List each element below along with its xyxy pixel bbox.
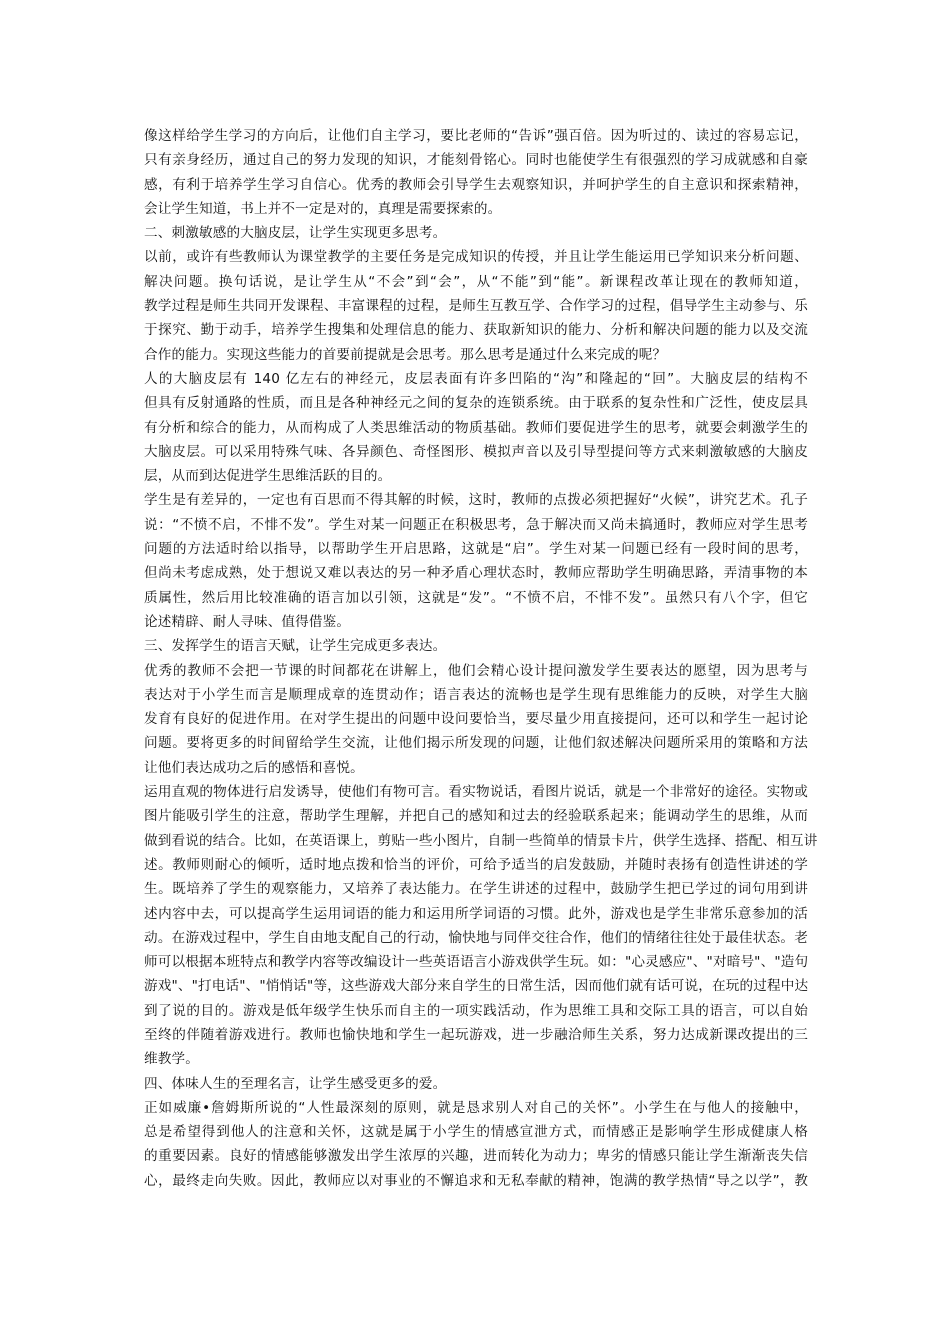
text-line: 到了说的目的。游戏是低年级学生快乐而自主的一项实践活动，作为思维工具和交际工具的语言，可以自始 bbox=[144, 1002, 808, 1019]
text-line: 维教学。 bbox=[144, 1051, 199, 1068]
text-line: 做到看说的结合。比如，在英语课上，剪贴一些小图片，自制一些简单的情景卡片，供学生选择、搭配、相互讲 bbox=[144, 832, 818, 849]
text-line: 感，有利于培养学生学习自信心。优秀的教师会引导学生去观察知识，并呵护学生的自主意识和探索精神， bbox=[144, 176, 808, 193]
text-line: 只有亲身经历，通过自己的努力发现的知识，才能刻骨铭心。同时也能使学生有很强烈的学习成就感和自豪 bbox=[144, 152, 808, 169]
text-line: 有分析和综合的能力，从而构成了人类思维活动的物质基础。教师们要促进学生的思考，就要会刺激学生的 bbox=[144, 419, 808, 436]
text-line: 述。教师则耐心的倾听，适时地点拨和恰当的评价，可给予适当的启发鼓励，并随时表扬有创造性讲述的学 bbox=[144, 856, 808, 873]
text-line: 心，最终走向失败。因此，教师应以对事业的不懈追求和无私奉献的精神，饱满的教学热情“导之以学”，教 bbox=[144, 1172, 808, 1189]
text-line: 运用直观的物体进行启发诱导，使他们有物可言。看实物说话，看图片说话，就是一个非常好的途径。实物或 bbox=[144, 784, 808, 801]
text-line: 学生是有差异的，一定也有百思而不得其解的时候，这时，教师的点拨必须把握好“火候”，讲究艺术。孔子 bbox=[144, 492, 808, 509]
text-line: 层，从而到达促进学生思维活跃的目的。 bbox=[144, 468, 392, 485]
text-line: 发育有良好的促进作用。在对学生提出的问题中设问要恰当，要尽量少用直接提问，还可以和学生一起讨论 bbox=[144, 711, 808, 728]
text-line: 表达对于小学生而言是顺理成章的连贯动作；语言表达的流畅也是学生现有思维能力的反映，对学生大脑 bbox=[144, 686, 808, 703]
text-line: 三、发挥学生的语言天赋，让学生完成更多表达。 bbox=[144, 638, 447, 655]
text-line: 述内容中去，可以提高学生运用词语的能力和运用所学词语的习惯。此外，游戏也是学生非常乐意参加的活 bbox=[144, 905, 808, 922]
text-line: 至终的伴随着游戏进行。教师也愉快地和学生一起玩游戏，进一步融洽师生关系，努力达成新课改提出的三 bbox=[144, 1026, 808, 1043]
text-line: 人的大脑皮层有 140 亿左右的神经元，皮层表面有许多凹陷的“沟”和隆起的“回”。大脑皮层的结构不 bbox=[144, 370, 808, 387]
text-line: 动。在游戏过程中，学生自由地支配自己的行动，愉快地与同伴交往合作，他们的情绪往往处于最佳状态。老 bbox=[144, 929, 808, 946]
text-line: 的重要因素。良好的情感能够激发出学生浓厚的兴趣，进而转化为动力；卑劣的情感只能让学生渐渐丧失信 bbox=[144, 1148, 808, 1165]
text-line: 二、刺激敏感的大脑皮层，让学生实现更多思考。 bbox=[144, 225, 447, 242]
document-body bbox=[144, 124, 818, 1193]
text-line: 总是希望得到他人的注意和关怀，这就是属于小学生的情感宣泄方式，而情感正是影响学生形成健康人格 bbox=[144, 1124, 808, 1141]
text-line: 四、体味人生的至理名言，让学生感受更多的爱。 bbox=[144, 1075, 447, 1092]
text-line: 于探究、勤于动手，培养学生搜集和处理信息的能力、获取新知识的能力、分析和解决问题的能力以及交流 bbox=[144, 322, 808, 339]
text-line: 师可以根据本班特点和教学内容等改编设计一些英语语言小游戏供学生玩。如："心灵感应"、"对暗号"、"造句 bbox=[144, 954, 809, 971]
text-line: 但具有反射通路的性质，而且是各种神经元之间的复杂的连锁系统。由于联系的复杂性和广泛性，使皮层具 bbox=[144, 395, 808, 412]
text-line: 质属性，然后用比较准确的语言加以引领，这就是“发”。“不愤不启，不悱不发”。虽然只有八个字，但它 bbox=[144, 589, 808, 606]
text-line: 优秀的教师不会把一节课的时间都花在讲解上，他们会精心设计提问激发学生要表达的愿望，因为思考与 bbox=[144, 662, 808, 679]
text-line: 教学过程是师生共同开发课程、丰富课程的过程，是师生互教互学、合作学习的过程，倡导学生主动参与、乐 bbox=[144, 298, 808, 315]
text-line: 图片能吸引学生的注意，帮助学生理解，并把自己的感知和过去的经验联系起来；能调动学生的思维，从而 bbox=[144, 808, 808, 825]
text-line: 生。既培养了学生的观察能力，又培养了表达能力。在学生讲述的过程中，鼓励学生把已学过的词句用到讲 bbox=[144, 881, 808, 898]
text-line: 问题的方法适时给以指导，以帮助学生开启思路，这就是“启”。学生对某一问题已经有一段时间的思考， bbox=[144, 541, 808, 558]
text-line: 大脑皮层。可以采用特殊气味、各异颜色、奇怪图形、模拟声音以及引导型提问等方式来刺激敏感的大脑皮 bbox=[144, 443, 808, 460]
text-line: 但尚未考虑成熟，处于想说又难以表达的另一种矛盾心理状态时，教师应帮助学生明确思路，弄清事物的本 bbox=[144, 565, 808, 582]
text-line: 解决问题。换句话说，是让学生从“不会”到“会”，从“不能”到“能”。新课程改革让现在的教师知道， bbox=[144, 273, 808, 290]
text-line: 说：“不愤不启，不悱不发”。学生对某一问题正在积极思考，急于解决而又尚未搞通时，教师应对学生思考 bbox=[144, 516, 808, 533]
text-line: 论述精辟、耐人寻味、值得借鉴。 bbox=[144, 613, 351, 630]
text-line: 以前，或许有些教师认为课堂教学的主要任务是完成知识的传授，并且让学生能运用已学知识来分析问题、 bbox=[144, 249, 808, 266]
text-line: 问题。要将更多的时间留给学生交流，让他们揭示所发现的问题，让他们叙述解决问题所采用的策略和方法 bbox=[144, 735, 808, 752]
text-line: 让他们表达成功之后的感悟和喜悦。 bbox=[144, 759, 364, 776]
text-line: 游戏"、"打电话"、"悄悄话"等，这些游戏大部分来自学生的日常生活，因而他们就有话可说，在玩的过程中达 bbox=[144, 978, 809, 995]
text-line: 合作的能力。实现这些能力的首要前提就是会思考。那么思考是通过什么来完成的呢？ bbox=[144, 346, 667, 363]
text-line: 像这样给学生学习的方向后，让他们自主学习，要比老师的“告诉”强百倍。因为听过的、读过的容易忘记， bbox=[144, 128, 808, 144]
text-line: 正如威廉•詹姆斯所说的“人性最深刻的原则，就是恳求别人对自己的关怀”。小学生在与他人的接触中， bbox=[144, 1099, 808, 1116]
text-line: 会让学生知道，书上并不一定是对的，真理是需要探索的。 bbox=[144, 200, 502, 217]
